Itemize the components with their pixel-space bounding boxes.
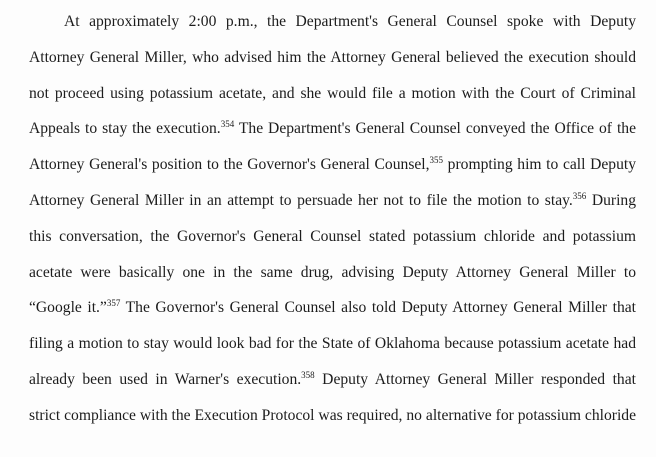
paragraph-line-3	[29, 84, 636, 104]
paragraph-line-2	[29, 48, 636, 68]
paragraph-line-1	[29, 12, 636, 32]
line-text: filing a motion to stay would look bad for the State of Oklahoma because potassium acetate had	[29, 335, 636, 352]
footnote-ref-356[interactable]: 356	[572, 191, 587, 201]
line-text-after: The Department's General Counsel conveyed the Office of the	[234, 120, 636, 137]
line-text: Attorney General Miller in an attempt to persuade her not to file the motion to stay.	[29, 192, 573, 209]
line-text: this conversation, the Governor's General Counsel stated potassium chloride and potassium	[29, 228, 636, 245]
footnote-ref-354[interactable]: 354	[220, 119, 235, 129]
footnote-ref-357[interactable]: 357	[106, 298, 121, 308]
paragraph-line-9	[29, 298, 636, 318]
line-text: “Google it.”	[29, 299, 107, 316]
paragraph-line-4	[29, 119, 636, 139]
line-text: Attorney General Miller, who advised him the Attorney General believed the execution should	[29, 49, 636, 66]
paragraph-line-12	[29, 406, 636, 426]
line-text-after: The Governor's General Counsel also told Deputy Attorney General Miller that	[120, 299, 636, 316]
paragraph-line-10	[29, 334, 636, 354]
paragraph-line-5	[29, 155, 636, 175]
paragraph-line-6	[29, 191, 636, 211]
line-text: acetate were basically one in the same drug, advising Deputy Attorney General Miller to	[29, 264, 636, 281]
line-text: Appeals to stay the execution.	[29, 120, 221, 137]
line-text: not proceed using potassium acetate, and she would file a motion with the Court of Criminal	[29, 85, 636, 102]
paragraph-line-7	[29, 227, 636, 247]
line-text-after: During	[586, 192, 636, 209]
line-text-after: Deputy Attorney General Miller responded that	[314, 371, 636, 388]
footnote-ref-358[interactable]: 358	[301, 370, 315, 380]
line-text: already been used in Warner's execution.	[29, 371, 302, 388]
paragraph-line-8	[29, 263, 636, 283]
line-text-after: prompting him to call Deputy	[443, 156, 637, 173]
paragraph-line-11	[29, 370, 636, 390]
line-text: Attorney General's position to the Governor's General Counsel,	[29, 156, 430, 173]
footnote-ref-355[interactable]: 355	[429, 155, 444, 165]
line-text: strict compliance with the Execution Protocol was required, no alternative for potassium chloride	[29, 407, 636, 424]
line-text: At approximately 2:00 p.m., the Department's General Counsel spoke with Deputy	[64, 13, 636, 30]
